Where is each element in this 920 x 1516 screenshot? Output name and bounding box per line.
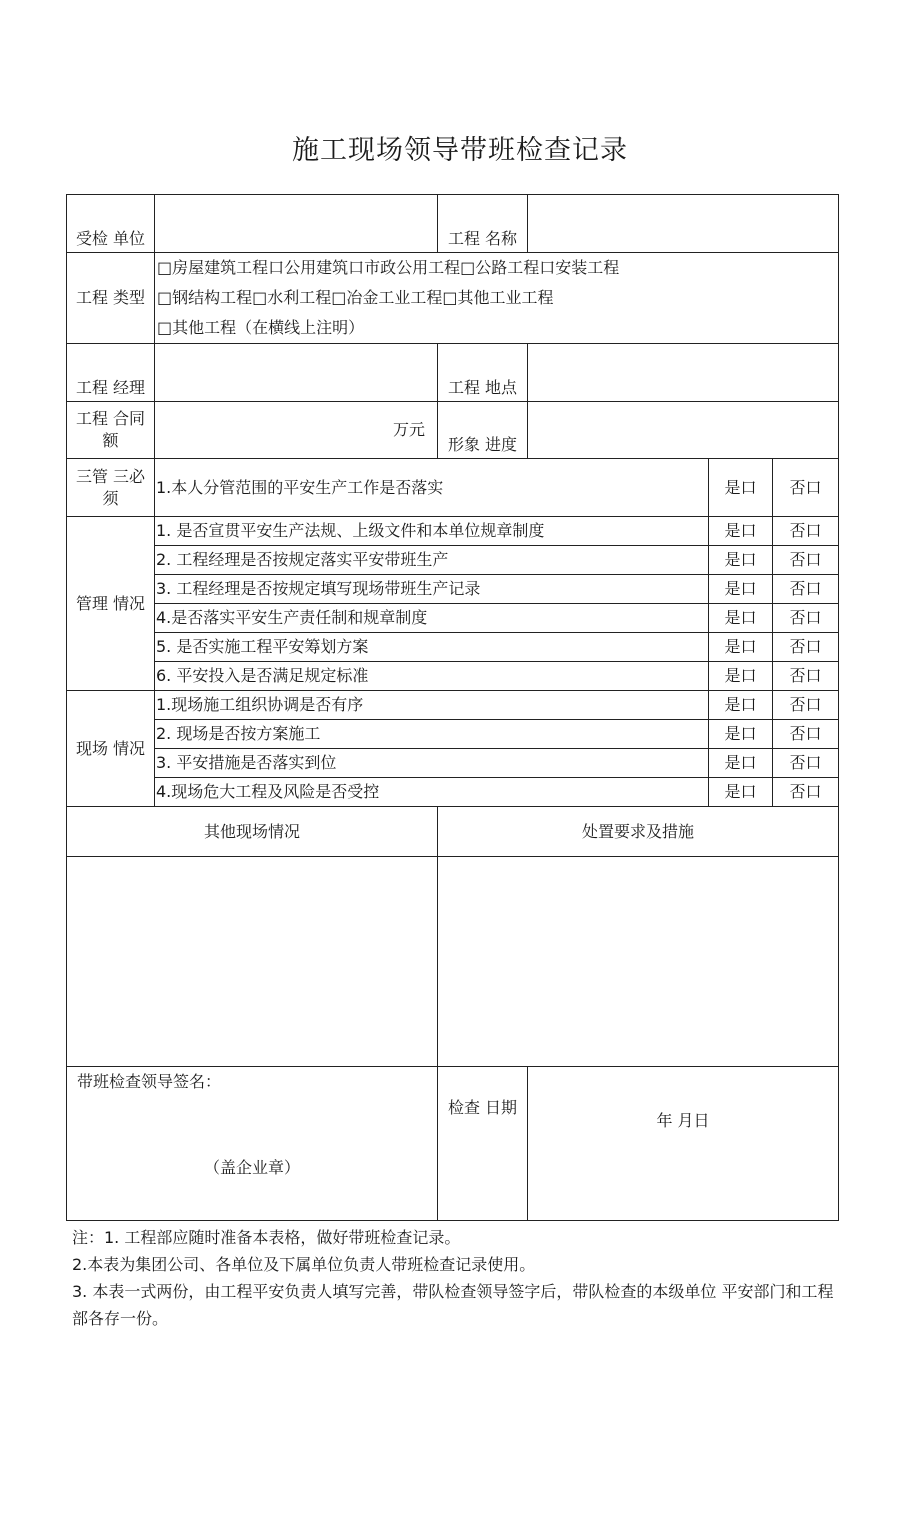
no-checkbox[interactable]: 否口 xyxy=(773,778,839,807)
contract-amount-field[interactable] xyxy=(155,402,438,459)
row-other-header xyxy=(67,807,839,857)
other-situation-field[interactable] xyxy=(67,857,438,1067)
yes-checkbox[interactable]: 是口 xyxy=(709,778,773,807)
contract-amount-label: 工程 合同额 xyxy=(67,402,155,459)
other-situation-header: 其他现场情况 xyxy=(67,807,438,857)
site-item: 1.现场施工组织协调是否有序 xyxy=(155,691,709,720)
notes xyxy=(72,1224,842,1332)
management-item: 5. 是否实施工程平安筹划方案 xyxy=(155,633,709,662)
unit-label: 受检 单位 xyxy=(67,195,155,253)
management-item: 1. 是否宣贯平安生产法规、上级文件和本单位规章制度 xyxy=(155,517,709,546)
site-item: 2. 现场是否按方案施工 xyxy=(155,720,709,749)
management-row xyxy=(67,546,839,575)
three-item: 1.本人分管范围的平安生产工作是否落实 xyxy=(155,459,709,517)
management-row xyxy=(67,633,839,662)
no-checkbox[interactable]: 否口 xyxy=(773,720,839,749)
row-manager xyxy=(67,344,839,402)
seal-label: （盖企业章） xyxy=(203,1158,300,1177)
page-title: 施工现场领导带班检查记录 xyxy=(292,135,628,166)
no-checkbox[interactable]: 否口 xyxy=(773,575,839,604)
no-checkbox[interactable]: 否口 xyxy=(773,691,839,720)
row-signature xyxy=(67,1067,839,1221)
no-checkbox[interactable]: 否口 xyxy=(773,517,839,546)
no-checkbox[interactable]: 否口 xyxy=(773,662,839,691)
project-type-option-line[interactable]: □钢结构工程□水利工程□冶金工业工程□其他工业工程 xyxy=(157,288,554,307)
management-row xyxy=(67,604,839,633)
measures-field[interactable] xyxy=(438,857,839,1067)
management-row xyxy=(67,575,839,604)
row-project-type xyxy=(67,253,839,344)
project-type-options[interactable] xyxy=(155,253,839,344)
no-checkbox[interactable]: 否口 xyxy=(773,546,839,575)
check-date-label: 检查 日期 xyxy=(438,1067,528,1221)
manager-label: 工程 经理 xyxy=(67,344,155,402)
location-field[interactable] xyxy=(528,344,839,402)
site-row xyxy=(67,749,839,778)
note-line: 3. 本表一式两份，由工程平安负责人填写完善，带队检查领导签字后，带队检查的本级单位 平安部门和工程部各存一份。 xyxy=(72,1282,834,1328)
check-date-field[interactable] xyxy=(528,1067,839,1221)
management-item: 2. 工程经理是否按规定落实平安带班生产 xyxy=(155,546,709,575)
note-line: 注：1. 工程部应随时准备本表格，做好带班检查记录。 xyxy=(72,1228,461,1247)
inspection-form-table xyxy=(66,194,839,1221)
site-row xyxy=(67,720,839,749)
note-line: 2.本表为集团公司、各单位及下属单位负责人带班检查记录使用。 xyxy=(72,1255,536,1274)
signature-label: 带班检查领导签名： xyxy=(77,1072,222,1091)
no-checkbox[interactable]: 否口 xyxy=(773,459,839,517)
site-row xyxy=(67,691,839,720)
project-name-field[interactable] xyxy=(528,195,839,253)
management-item: 6. 平安投入是否满足规定标准 xyxy=(155,662,709,691)
row-other-body xyxy=(67,857,839,1067)
yes-checkbox[interactable]: 是口 xyxy=(709,749,773,778)
project-name-label: 工程 名称 xyxy=(438,195,528,253)
management-row xyxy=(67,517,839,546)
yes-checkbox[interactable]: 是口 xyxy=(709,517,773,546)
date-format: 年 月日 xyxy=(656,1111,710,1130)
three-label: 三管 三必须 xyxy=(67,459,155,517)
row-contract xyxy=(67,402,839,459)
row-unit xyxy=(67,195,839,253)
no-checkbox[interactable]: 否口 xyxy=(773,749,839,778)
no-checkbox[interactable]: 否口 xyxy=(773,604,839,633)
signature-field[interactable] xyxy=(67,1067,438,1221)
site-row xyxy=(67,778,839,807)
yes-checkbox[interactable]: 是口 xyxy=(709,459,773,517)
yes-checkbox[interactable]: 是口 xyxy=(709,633,773,662)
yes-checkbox[interactable]: 是口 xyxy=(709,720,773,749)
manager-field[interactable] xyxy=(155,344,438,402)
site-item: 4.现场危大工程及风险是否受控 xyxy=(155,778,709,807)
management-label: 管理 情况 xyxy=(67,517,155,691)
management-item: 3. 工程经理是否按规定填写现场带班生产记录 xyxy=(155,575,709,604)
management-item: 4.是否落实平安生产责任制和规章制度 xyxy=(155,604,709,633)
yes-checkbox[interactable]: 是口 xyxy=(709,691,773,720)
project-type-label: 工程 类型 xyxy=(67,253,155,344)
project-type-option-line[interactable]: □房屋建筑工程口公用建筑口市政公用工程□公路工程口安装工程 xyxy=(157,258,620,277)
location-label: 工程 地点 xyxy=(438,344,528,402)
unit-field[interactable] xyxy=(155,195,438,253)
measures-header: 处置要求及措施 xyxy=(438,807,839,857)
amount-unit: 万元 xyxy=(392,420,425,439)
yes-checkbox[interactable]: 是口 xyxy=(709,604,773,633)
row-three xyxy=(67,459,839,517)
progress-field[interactable] xyxy=(528,402,839,459)
site-label: 现场 情况 xyxy=(67,691,155,807)
yes-checkbox[interactable]: 是口 xyxy=(709,575,773,604)
site-item: 3. 平安措施是否落实到位 xyxy=(155,749,709,778)
no-checkbox[interactable]: 否口 xyxy=(773,633,839,662)
yes-checkbox[interactable]: 是口 xyxy=(709,662,773,691)
management-row xyxy=(67,662,839,691)
project-type-option-line[interactable]: □其他工程（在横线上注明） xyxy=(157,318,365,337)
yes-checkbox[interactable]: 是口 xyxy=(709,546,773,575)
progress-label: 形象 进度 xyxy=(438,402,528,459)
